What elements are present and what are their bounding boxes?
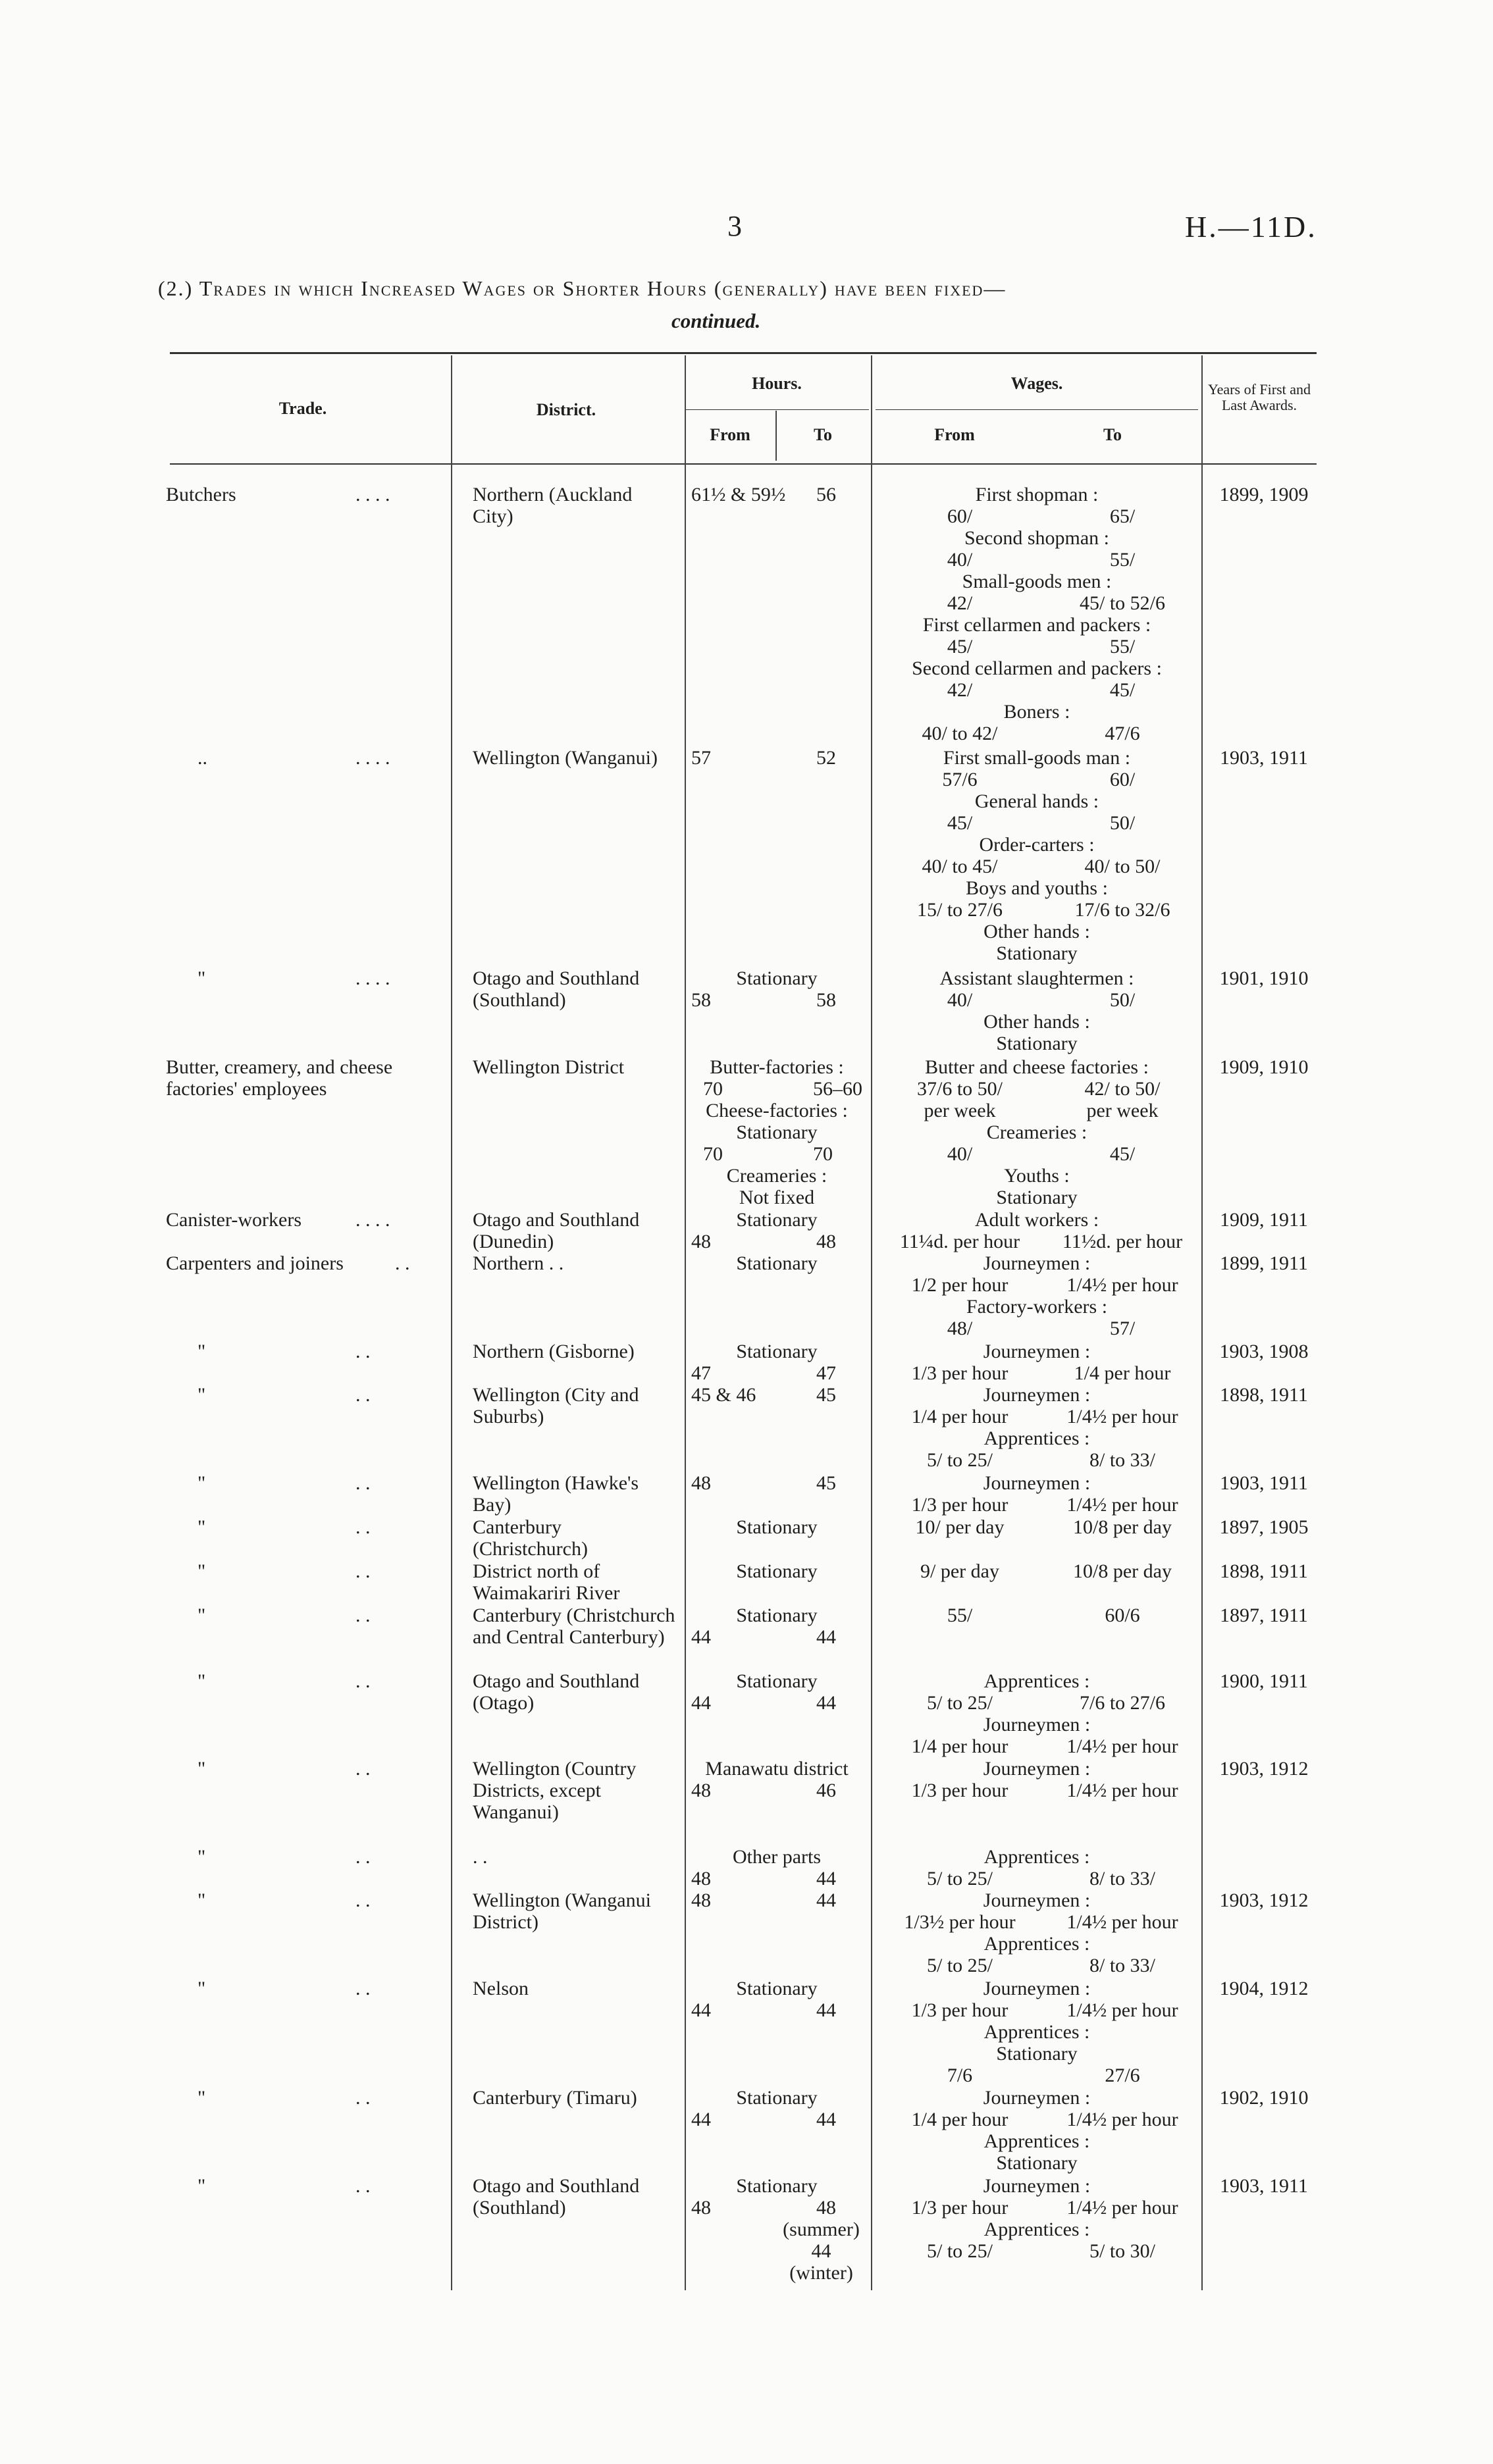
hours-from-value: 48 (691, 1472, 711, 1494)
wage-category-label: General hands : (974, 790, 1099, 812)
wage-category-label: Journeymen : (983, 2087, 1091, 2109)
wage-to-value: 17/6 to 32/6 (1074, 899, 1170, 921)
leader-dots: . . (355, 1472, 371, 1494)
wage-to-value: 1/4½ per hour (1066, 1735, 1178, 1757)
wage-to-value: 57/ (1109, 1318, 1136, 1339)
wage-from-value: 1/2 per hour (911, 1274, 1008, 1296)
hours-to-value: 56–60 (813, 1078, 862, 1100)
hours-from-value: 48 (691, 1780, 711, 1801)
wage-category-label: Second shopman : (964, 527, 1109, 549)
wage-to-value: 40/ to 50/ (1084, 856, 1161, 877)
table-caption: (2.) Trades in which Increased Wages or Shorter Hours (generally) have been fixed— (158, 276, 1007, 300)
hours-note: Other parts (732, 1846, 822, 1868)
trade-name: " (197, 1516, 206, 1538)
wage-to-value: 8/ to 33/ (1089, 1955, 1155, 1976)
wage-from-value: 10/ per day (915, 1516, 1005, 1538)
leader-dots: . . (355, 2087, 371, 2109)
column-header-hours: Hours. (752, 374, 802, 393)
wage-from-value: 5/ to 25/ (926, 1692, 993, 1714)
award-years: 1903, 1911 (1220, 2175, 1308, 2197)
wage-category-label: Small-goods men : (962, 571, 1112, 592)
leader-dots: . . (355, 1516, 371, 1538)
wage-to-value: 65/ (1109, 505, 1136, 527)
page-number: 3 (727, 210, 742, 242)
wage-category-label: Apprentices : (983, 2219, 1090, 2240)
leader-dots: . . . . (355, 967, 390, 989)
trade-name: " (197, 2087, 206, 2109)
district-name: Wellington (Country Districts, except Wanganui) (473, 1758, 637, 1823)
wage-category-label: Journeymen : (983, 1978, 1091, 1999)
district-name: Wellington District (473, 1056, 625, 1078)
wage-to-value: 45/ to 52/6 (1079, 592, 1165, 614)
leader-dots: . . . . (355, 747, 390, 769)
hours-note: Stationary (736, 1209, 818, 1231)
wage-from-value: 40/ (947, 1143, 973, 1165)
wage-to-value: 8/ to 33/ (1089, 1868, 1155, 1889)
award-years: 1903, 1912 (1219, 1758, 1309, 1780)
wage-category-label: Order-carters : (979, 834, 1095, 856)
hours-to-value: 44 (816, 1626, 836, 1648)
wage-from-value: 40/ (947, 549, 973, 571)
wage-category-label: Journeymen : (983, 2175, 1091, 2197)
wage-from-value: 5/ to 25/ (926, 1868, 993, 1889)
wage-category-label: Apprentices : (983, 1427, 1090, 1449)
leader-dots: . . (355, 1889, 371, 1911)
hours-subheader-rule (685, 409, 869, 410)
trade-name: Carpenters and joiners (166, 1252, 344, 1274)
wage-category-label: Journeymen : (983, 1472, 1091, 1494)
trade-name: " (197, 1670, 206, 1692)
wage-from-value: 1/3 per hour (911, 1494, 1008, 1516)
wage-category-label: Journeymen : (983, 1758, 1091, 1780)
wage-category-label: Assistant slaughtermen : (939, 967, 1134, 989)
wage-category-label: Apprentices : (983, 1670, 1090, 1692)
wage-category-label: First small-goods man : (943, 747, 1131, 769)
wage-category-label: Stationary (996, 942, 1078, 964)
wage-category-label: Stationary (996, 1033, 1078, 1054)
wage-category-label: Adult workers : (974, 1209, 1099, 1231)
hours-note: Stationary (736, 2175, 818, 2197)
wage-to-value: 1/4½ per hour (1066, 1999, 1178, 2021)
district-name: Canterbury (Christchurch and Central Canterbury) (473, 1604, 675, 1648)
award-years: 1899, 1911 (1220, 1252, 1308, 1274)
wage-from-value: 55/ (947, 1604, 973, 1626)
district-name: Wellington (Hawke's Bay) (473, 1472, 639, 1516)
column-header-wages: Wages. (1010, 374, 1063, 393)
hours-to-value: 44 (816, 2109, 836, 2130)
wage-category-label: First shopman : (975, 484, 1099, 505)
hours-note: 44 (811, 2240, 831, 2262)
hours-to-value: 44 (816, 1692, 836, 1714)
column-header-years: Years of First and Last Awards. (1207, 381, 1311, 413)
column-header-hours-from: From (710, 425, 750, 444)
district-name: Wellington (Wanganui District) (473, 1889, 651, 1933)
hours-from-value: 47 (691, 1362, 711, 1384)
wage-category-label: Factory-workers : (966, 1296, 1108, 1318)
wage-to-value: 45/ (1109, 1143, 1136, 1165)
hours-from-value: 44 (691, 2109, 711, 2130)
column-header-hours-to: To (814, 425, 832, 444)
district-name: Otago and Southland (Southland) (473, 967, 640, 1011)
wage-to-value: 50/ (1109, 812, 1136, 834)
document-reference: H.—11D. (1185, 210, 1317, 244)
wage-from-value: 5/ to 25/ (926, 1449, 993, 1471)
wage-to-value: 1/4½ per hour (1066, 1274, 1178, 1296)
trade-name: " (197, 1978, 206, 1999)
wage-from-value: 1/3½ per hour (904, 1911, 1016, 1933)
leader-dots: . . (355, 1384, 371, 1406)
award-years: 1899, 1909 (1219, 484, 1309, 505)
district-name: Canterbury (Christchurch) (473, 1516, 588, 1560)
wage-from-value: 1/4 per hour (911, 1735, 1008, 1757)
hours-note: Stationary (736, 2087, 818, 2109)
wage-category-label: Creameries : (986, 1121, 1087, 1143)
hours-from-value: 58 (691, 989, 711, 1011)
wage-to-value: 1/4½ per hour (1066, 1406, 1178, 1427)
hours-to-value: 70 (813, 1143, 833, 1165)
wage-from-value: 5/ to 25/ (926, 2240, 993, 2262)
award-years: 1903, 1912 (1219, 1889, 1309, 1911)
district-name: Northern . . (473, 1252, 564, 1274)
column-header-wages-from: From (934, 425, 975, 444)
column-divider (775, 411, 777, 461)
hours-note: Stationary (736, 1516, 818, 1538)
wage-from-value: 48/ (947, 1318, 973, 1339)
wage-to-value: 42/ to 50/ (1084, 1078, 1161, 1100)
wage-category-label: Apprentices : (983, 1846, 1090, 1868)
leader-dots: . . (355, 1341, 371, 1362)
wage-to-value: 45/ (1109, 679, 1136, 701)
wage-from-value: 45/ (947, 636, 973, 657)
wage-category-label: Apprentices : (983, 2130, 1090, 2152)
wage-to-value: 50/ (1109, 989, 1136, 1011)
hours-note: Stationary (736, 1560, 818, 1582)
wage-category-label: Journeymen : (983, 1341, 1091, 1362)
award-years: 1897, 1911 (1220, 1604, 1308, 1626)
wage-to-value: 10/8 per day (1073, 1560, 1172, 1582)
wage-to-value: 60/6 (1105, 1604, 1140, 1626)
wage-from-value: 37/6 to 50/ (916, 1078, 1003, 1100)
district-name: Otago and Southland (Southland) (473, 2175, 640, 2219)
wage-to-value: 8/ to 33/ (1089, 1449, 1155, 1471)
wage-category-label: Stationary (996, 1187, 1078, 1208)
wage-from-value: 1/4 per hour (911, 1406, 1008, 1427)
hours-note: Butter-factories : (710, 1056, 844, 1078)
hours-note: Stationary (736, 967, 818, 989)
column-divider (1201, 355, 1203, 2290)
district-name: Wellington (City and Suburbs) (473, 1384, 639, 1427)
hours-note: Stationary (736, 1252, 818, 1274)
trade-name: " (197, 1889, 206, 1911)
trade-name: " (197, 1341, 206, 1362)
wage-to-value: 1/4 per hour (1074, 1362, 1171, 1384)
award-years: 1897, 1905 (1219, 1516, 1309, 1538)
hours-to-value: 48 (816, 1231, 836, 1252)
hours-to-value: 46 (816, 1780, 836, 1801)
wage-category-label: Other hands : (983, 1011, 1090, 1033)
hours-from-value: 61½ & 59½ (691, 484, 786, 505)
hours-from-value: 48 (691, 1231, 711, 1252)
award-years: 1909, 1911 (1220, 1209, 1308, 1231)
hours-note: Creameries : (726, 1165, 827, 1187)
district-name: Otago and Southland (Dunedin) (473, 1209, 640, 1252)
district-name: Northern (Gisborne) (473, 1341, 635, 1362)
wage-to-value: 55/ (1109, 636, 1136, 657)
hours-to-value: 52 (816, 747, 836, 769)
wage-from-value: 42/ (947, 679, 973, 701)
wage-from-value: 1/4 per hour (911, 2109, 1008, 2130)
trade-name: " (197, 2175, 206, 2197)
award-years: 1903, 1911 (1220, 747, 1308, 769)
wage-to-value: per week (1086, 1100, 1159, 1121)
wage-from-value: 45/ (947, 812, 973, 834)
award-years: 1903, 1908 (1219, 1341, 1309, 1362)
table-caption-continued: continued. (671, 309, 761, 332)
award-years: 1904, 1912 (1219, 1978, 1309, 1999)
wage-category-label: Boners : (1003, 701, 1070, 723)
district-name: Nelson (473, 1978, 529, 1999)
wage-from-value: per week (924, 1100, 996, 1121)
column-header-trade: Trade. (278, 399, 327, 418)
wage-category-label: Boys and youths : (966, 877, 1108, 899)
hours-note: (winter) (789, 2262, 853, 2284)
hours-to-value: 48 (816, 2197, 836, 2219)
wage-from-value: 1/3 per hour (911, 2197, 1008, 2219)
wage-from-value: 60/ (947, 505, 973, 527)
hours-to-value: 45 (816, 1472, 836, 1494)
district-name: District north of Waimakariri River (473, 1560, 620, 1604)
wage-from-value: 7/6 (947, 2065, 973, 2086)
wage-category-label: Apprentices : (983, 2021, 1090, 2043)
hours-from-value: 48 (691, 1868, 711, 1889)
header-bottom-rule (170, 463, 1317, 465)
wage-from-value: 1/3 per hour (911, 1999, 1008, 2021)
hours-to-value: 47 (816, 1362, 836, 1384)
trade-name: " (197, 1384, 206, 1406)
hours-from-value: 70 (703, 1143, 723, 1165)
trade-name: Canister-workers (166, 1209, 302, 1231)
hours-from-value: 70 (703, 1078, 723, 1100)
leader-dots: . . (355, 1560, 371, 1582)
wage-to-value: 1/4½ per hour (1066, 1911, 1178, 1933)
leader-dots: . . . . (355, 1209, 390, 1231)
wage-from-value: 1/3 per hour (911, 1362, 1008, 1384)
leader-dots: . . (355, 1670, 371, 1692)
hours-to-value: 58 (816, 989, 836, 1011)
wage-from-value: 15/ to 27/6 (916, 899, 1003, 921)
hours-note: Not fixed (739, 1187, 815, 1208)
leader-dots: . . (355, 1978, 371, 1999)
wage-from-value: 11¼d. per hour (899, 1231, 1020, 1252)
hours-from-value: 44 (691, 1692, 711, 1714)
hours-to-value: 56 (816, 484, 836, 505)
hours-from-value: 57 (691, 747, 711, 769)
wage-to-value: 1/4½ per hour (1066, 2109, 1178, 2130)
wage-from-value: 57/6 (942, 769, 978, 790)
award-years: 1909, 1910 (1219, 1056, 1309, 1078)
district-name: Northern (Auckland City) (473, 484, 633, 527)
trade-name: " (197, 1560, 206, 1582)
wage-category-label: Second cellarmen and packers : (912, 657, 1162, 679)
wage-from-value: 40/ to 42/ (922, 723, 998, 744)
column-divider (871, 355, 872, 2290)
wage-category-label: Butter and cheese factories : (925, 1056, 1149, 1078)
wage-to-value: 27/6 (1105, 2065, 1140, 2086)
hours-from-value: 44 (691, 1626, 711, 1648)
wage-to-value: 10/8 per day (1073, 1516, 1172, 1538)
wage-category-label: Youths : (1004, 1165, 1070, 1187)
district-name: . . (473, 1846, 488, 1868)
wage-category-label: Journeymen : (983, 1889, 1091, 1911)
award-years: 1898, 1911 (1220, 1560, 1308, 1582)
hours-from-value: 44 (691, 1999, 711, 2021)
trade-name: " (197, 967, 206, 989)
trade-name: Butchers (166, 484, 236, 505)
award-years: 1901, 1910 (1219, 967, 1309, 989)
trade-name: " (197, 1758, 206, 1780)
hours-note: (summer) (783, 2219, 860, 2240)
wage-to-value: 5/ to 30/ (1089, 2240, 1155, 2262)
hours-to-value: 44 (816, 1889, 836, 1911)
wage-category-label: Journeymen : (983, 1714, 1091, 1735)
column-divider (685, 355, 686, 2290)
wage-to-value: 11½d. per hour (1062, 1231, 1183, 1252)
district-name: Canterbury (Timaru) (473, 2087, 637, 2109)
wage-to-value: 1/4½ per hour (1066, 1780, 1178, 1801)
wage-category-label: Journeymen : (983, 1252, 1091, 1274)
wages-subheader-rule (876, 409, 1198, 410)
wage-to-value: 1/4½ per hour (1066, 1494, 1178, 1516)
trade-name: " (197, 1472, 206, 1494)
leader-dots: . . (355, 1846, 371, 1868)
wage-from-value: 40/ (947, 989, 973, 1011)
column-header-wages-to: To (1103, 425, 1122, 444)
trade-name: " (197, 1604, 206, 1626)
award-years: 1903, 1911 (1220, 1472, 1308, 1494)
leader-dots: . . (395, 1252, 410, 1274)
column-divider (451, 355, 452, 2290)
wage-from-value: 42/ (947, 592, 973, 614)
wage-to-value: 60/ (1109, 769, 1136, 790)
wage-category-label: Journeymen : (983, 1384, 1091, 1406)
hours-note: Stationary (736, 1670, 818, 1692)
hours-to-value: 44 (816, 1868, 836, 1889)
award-years: 1902, 1910 (1219, 2087, 1309, 2109)
hours-note: Stationary (736, 1978, 818, 1999)
award-years: 1898, 1911 (1220, 1384, 1308, 1406)
hours-to-value: 45 (816, 1384, 836, 1406)
wage-category-label: Apprentices : (983, 1933, 1090, 1955)
hours-to-value: 44 (816, 1999, 836, 2021)
wage-category-label: First cellarmen and packers : (922, 614, 1151, 636)
hours-note: Cheese-factories : (706, 1100, 848, 1121)
trade-name: .. (197, 747, 207, 769)
wage-to-value: 1/4½ per hour (1066, 2197, 1178, 2219)
wage-category-label: Other hands : (983, 921, 1090, 942)
leader-dots: . . (355, 1604, 371, 1626)
wage-category-label: Stationary (996, 2152, 1078, 2174)
hours-note: Stationary (736, 1121, 818, 1143)
trade-name: " (197, 1846, 206, 1868)
wage-category-label: Stationary (996, 2043, 1078, 2065)
hours-from-value: 45 & 46 (691, 1384, 756, 1406)
wage-from-value: 40/ to 45/ (922, 856, 998, 877)
district-name: Otago and Southland (Otago) (473, 1670, 640, 1714)
hours-note: Stationary (736, 1604, 818, 1626)
leader-dots: . . (355, 2175, 371, 2197)
wage-from-value: 1/3 per hour (911, 1780, 1008, 1801)
table-top-rule (170, 352, 1317, 354)
wage-from-value: 9/ per day (920, 1560, 999, 1582)
hours-from-value: 48 (691, 1889, 711, 1911)
hours-note: Stationary (736, 1341, 818, 1362)
trade-name: Butter, creamery, and cheese factories' employees (166, 1056, 393, 1100)
district-name: Wellington (Wanganui) (473, 747, 658, 769)
hours-from-value: 48 (691, 2197, 711, 2219)
wage-from-value: 5/ to 25/ (926, 1955, 993, 1976)
wage-to-value: 55/ (1109, 549, 1136, 571)
leader-dots: . . . . (355, 484, 390, 505)
hours-note: Manawatu district (705, 1758, 849, 1780)
wage-to-value: 7/6 to 27/6 (1079, 1692, 1165, 1714)
wage-to-value: 47/6 (1105, 723, 1140, 744)
column-header-district: District. (536, 400, 596, 419)
leader-dots: . . (355, 1758, 371, 1780)
award-years: 1900, 1911 (1220, 1670, 1308, 1692)
